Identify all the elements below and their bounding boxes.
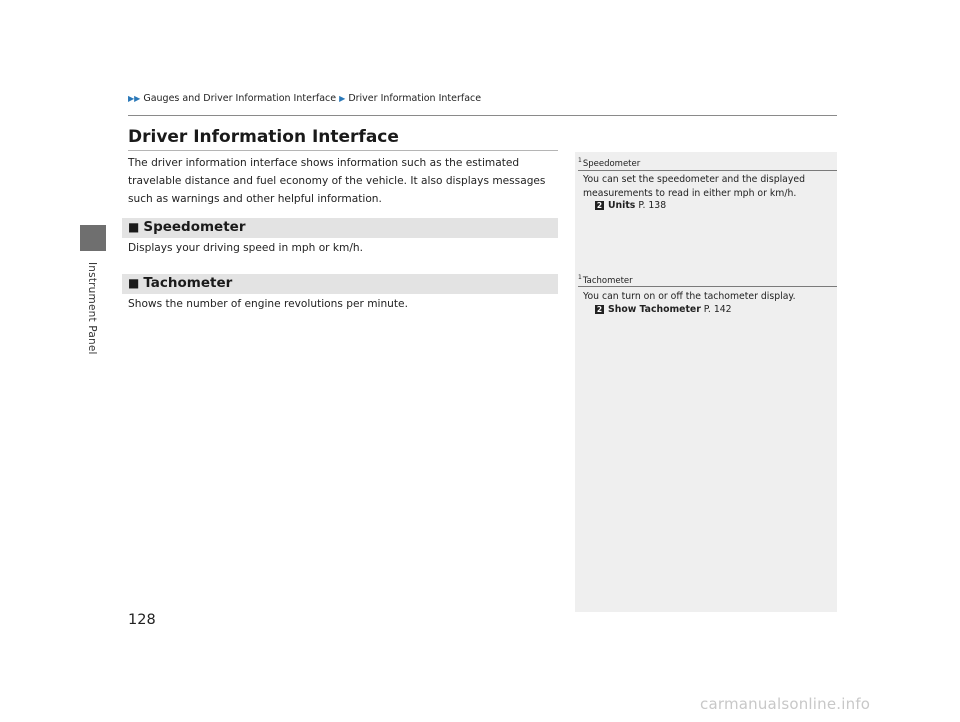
note-link-units[interactable] — [595, 200, 666, 211]
breadcrumb-arrow-icon: ▶▶ — [128, 94, 141, 103]
reference-name: Units — [608, 200, 636, 211]
note-divider — [578, 170, 837, 171]
reference-arrow-icon: 2 — [596, 305, 603, 314]
reference-page: P. 142 — [703, 304, 732, 315]
note-number: 1 — [578, 274, 582, 281]
reference-page: P. 138 — [638, 200, 667, 211]
breadcrumb-arrow-icon: ▶ — [339, 94, 346, 103]
note-text-speedometer: You can set the speedometer and the displayed measurements to read in either mph or km/h. — [583, 174, 805, 199]
note-title: Speedometer — [582, 158, 641, 169]
intro-paragraph: The driver information interface shows information such as the estimated travelable distance and fuel economy of the vehicle. It also displays messages such as warnings and other helpful information. — [128, 157, 546, 205]
section-body-speedometer: Displays your driving speed in mph or km/h. — [128, 242, 363, 254]
section-heading-speedometer — [122, 218, 558, 238]
reference-name: Show Tachometer — [608, 304, 701, 315]
page-title: Driver Information Interface — [128, 127, 399, 147]
section-body-tachometer: Shows the number of engine revolutions per minute. — [128, 298, 408, 310]
section-heading-tachometer — [122, 274, 558, 294]
header-divider — [128, 115, 837, 116]
breadcrumb-item-gauges[interactable]: Gauges and Driver Information Interface — [143, 93, 337, 104]
breadcrumb-item-current: Driver Information Interface — [348, 93, 482, 104]
square-bullet-icon: ■ — [128, 220, 140, 234]
section-heading-label: Tachometer — [143, 275, 233, 291]
note-text-tachometer: You can turn on or off the tachometer display. — [583, 291, 796, 302]
breadcrumb — [128, 93, 481, 104]
watermark: carmanualsonline.info — [700, 695, 871, 713]
square-bullet-icon: ■ — [128, 276, 140, 290]
section-heading-label: Speedometer — [143, 219, 246, 235]
reference-arrow-icon: 2 — [596, 201, 603, 210]
title-divider — [128, 150, 558, 151]
note-heading-speedometer — [578, 157, 640, 169]
note-heading-tachometer — [578, 274, 633, 286]
chapter-label: Instrument Panel — [86, 262, 98, 355]
note-link-show-tachometer[interactable] — [595, 304, 732, 315]
chapter-tab — [80, 225, 106, 251]
note-divider — [578, 286, 837, 287]
note-title: Tachometer — [582, 275, 633, 286]
note-number: 1 — [578, 157, 582, 164]
page-number: 128 — [128, 612, 156, 628]
notes-panel — [575, 152, 837, 612]
